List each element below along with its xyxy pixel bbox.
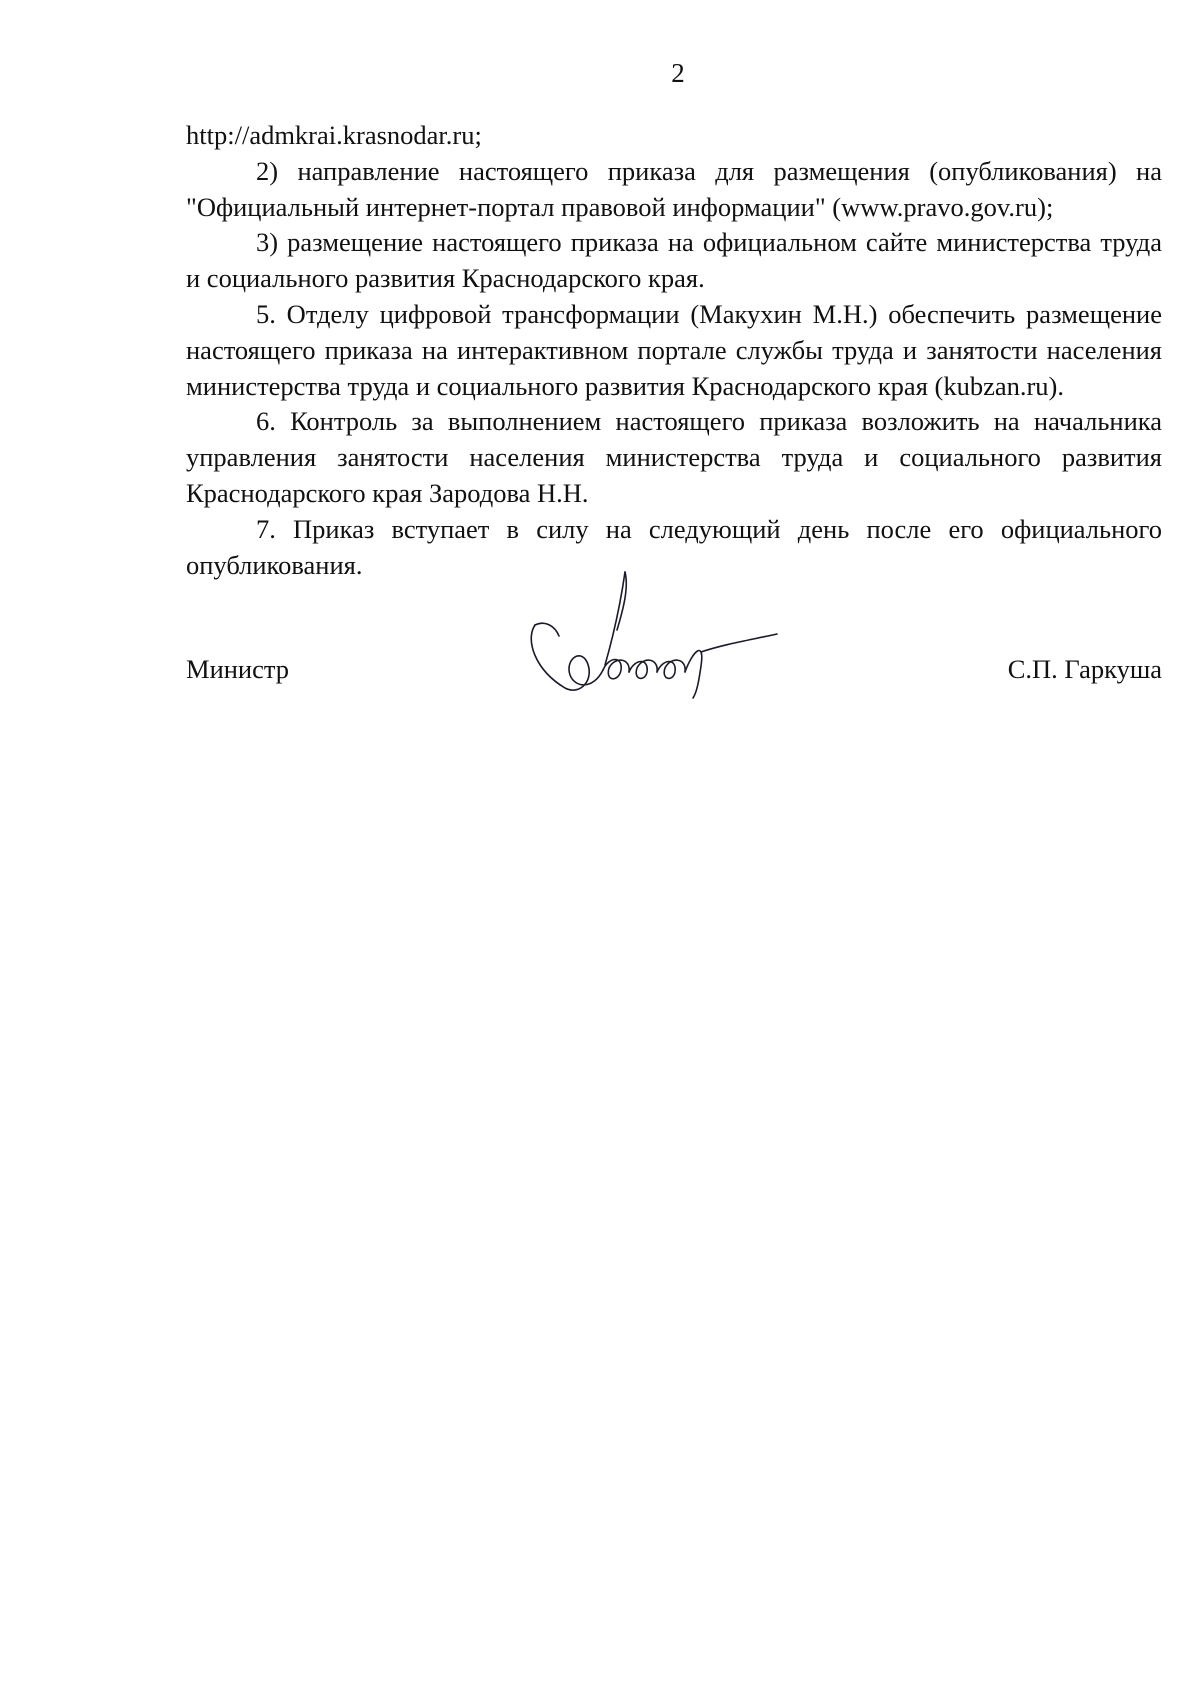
signer-title: Министр [186, 654, 290, 684]
document-body [186, 118, 1162, 583]
paragraph-item-7: 7. Приказ вступает в силу на следующий день после его официального опубликования. [186, 513, 1162, 580]
page-number: 2 [671, 58, 685, 88]
paragraph-item-2: 2) направление настоящего приказа для размещения (опубликования) на "Официальный интернет-портал правовой информации" (www.pravo.gov.ru); [186, 155, 1162, 222]
paragraph-item-5: 5. Отделу цифровой трансформации (Макухин М.Н.) обеспечить размещение настоящего приказа на интерактивном портале службы труда и занятости населения министерства труда и социального развития Краснодарского края (kubzan.ru). [186, 298, 1162, 401]
signer-name: С.П. Гаркуша [1007, 654, 1162, 684]
paragraph-item-3: 3) размещение настоящего приказа на официальном сайте министерства труда и социального развития Краснодарского края. [186, 227, 1162, 294]
signature-row [186, 650, 1162, 710]
url-line: http://admkrai.krasnodar.ru; [186, 120, 482, 150]
paragraph-item-6: 6. Контроль за выполнением настоящего приказа возложить на начальника управления занятости населения министерства труда и социального развития Краснодарского края Зародова Н.Н. [186, 406, 1162, 508]
